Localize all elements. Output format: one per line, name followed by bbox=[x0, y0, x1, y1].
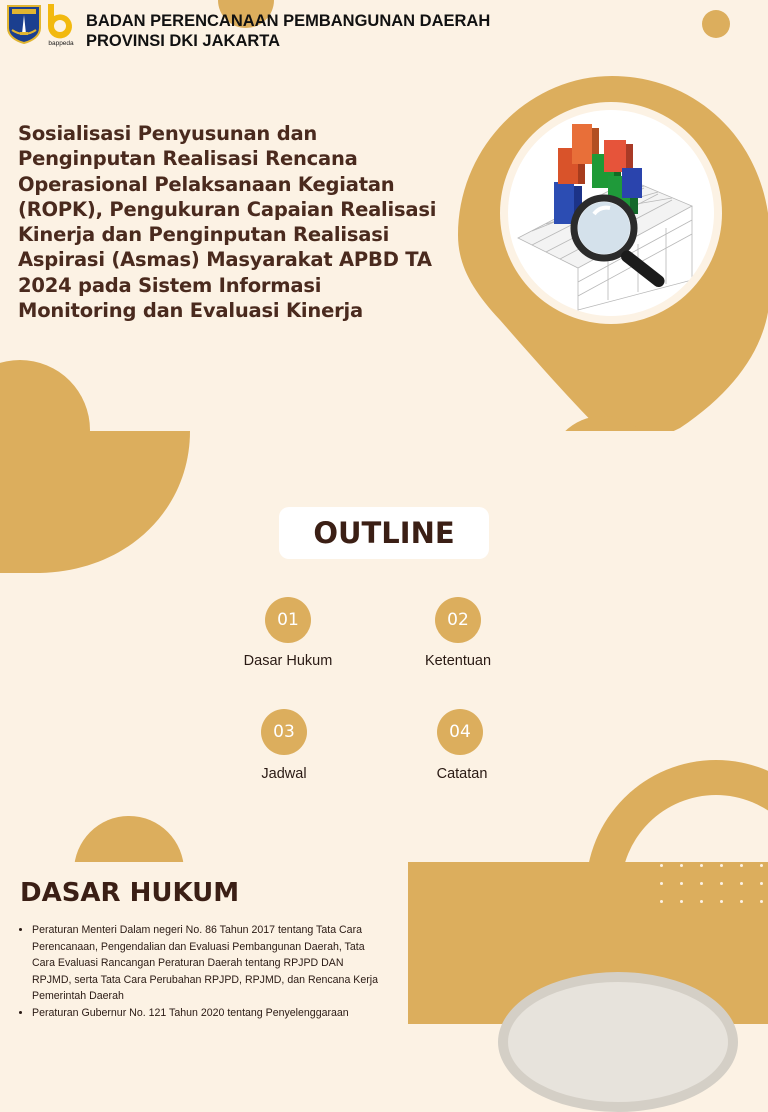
illustration-frame bbox=[508, 110, 714, 316]
page-title: Sosialisasi Penyusunan dan Penginputan Realisasi Rencana Operasional Pelaksanaan Kegiatan (ROPK), Pengukuran Capaian Realisasi Kinerja dan Penginputan Realisasi Aspirasi (Asmas) Masyarakat APBD TA 2024 pada Sistem Informasi Monitoring dan Evaluasi Kinerja bbox=[18, 122, 437, 323]
dki-jakarta-emblem-icon bbox=[6, 4, 42, 44]
dasar-hukum-heading: DASAR HUKUM bbox=[20, 878, 240, 908]
bar-chart-magnifier-icon bbox=[508, 110, 714, 316]
dasar-hukum-list bbox=[18, 922, 384, 1022]
photo-placeholder bbox=[498, 972, 738, 1112]
decor-dot-grid bbox=[658, 862, 768, 906]
outline-item-catatan[interactable]: Catatan bbox=[436, 766, 488, 782]
decor-dot-top-right bbox=[702, 10, 730, 38]
bappeda-logo-text: bappeda bbox=[48, 40, 74, 47]
organization-name bbox=[86, 11, 490, 51]
outline-item-dasar-hukum[interactable]: Dasar Hukum bbox=[243, 653, 333, 669]
bappeda-logo bbox=[44, 2, 78, 48]
list-item: • Peraturan Gubernur No. 121 Tahun 2020 tentang Penyelenggaraan bbox=[32, 1005, 384, 1022]
outline-item-jadwal[interactable]: Jadwal bbox=[261, 766, 307, 782]
outline-number-03: 03 bbox=[261, 709, 307, 755]
outline-number-04: 04 bbox=[437, 709, 483, 755]
list-item: • Peraturan Menteri Dalam negeri No. 86 Tahun 2017 tentang Tata Cara Perencanaan, Pengendalian dan Evaluasi Pembangunan Daerah, Tata Cara Evaluasi Rancangan Peraturan Daerah tentang RPJPD DAN RPJMD, serta Tata Cara Perubahan RPJPD, RPJMD, dan Rencana Kerja Pemerintah Daerah bbox=[32, 922, 384, 1005]
decor-quarter-left bbox=[0, 431, 190, 573]
outline-number-01: 01 bbox=[265, 597, 311, 643]
outline-item-ketentuan[interactable]: Ketentuan bbox=[424, 653, 492, 669]
outline-number-02: 02 bbox=[435, 597, 481, 643]
outline-heading: OUTLINE bbox=[279, 507, 489, 559]
org-line-2: PROVINSI DKI JAKARTA bbox=[86, 32, 281, 50]
org-line-1: BADAN PERENCANAAN PEMBANGUNAN DAERAH bbox=[86, 12, 491, 30]
